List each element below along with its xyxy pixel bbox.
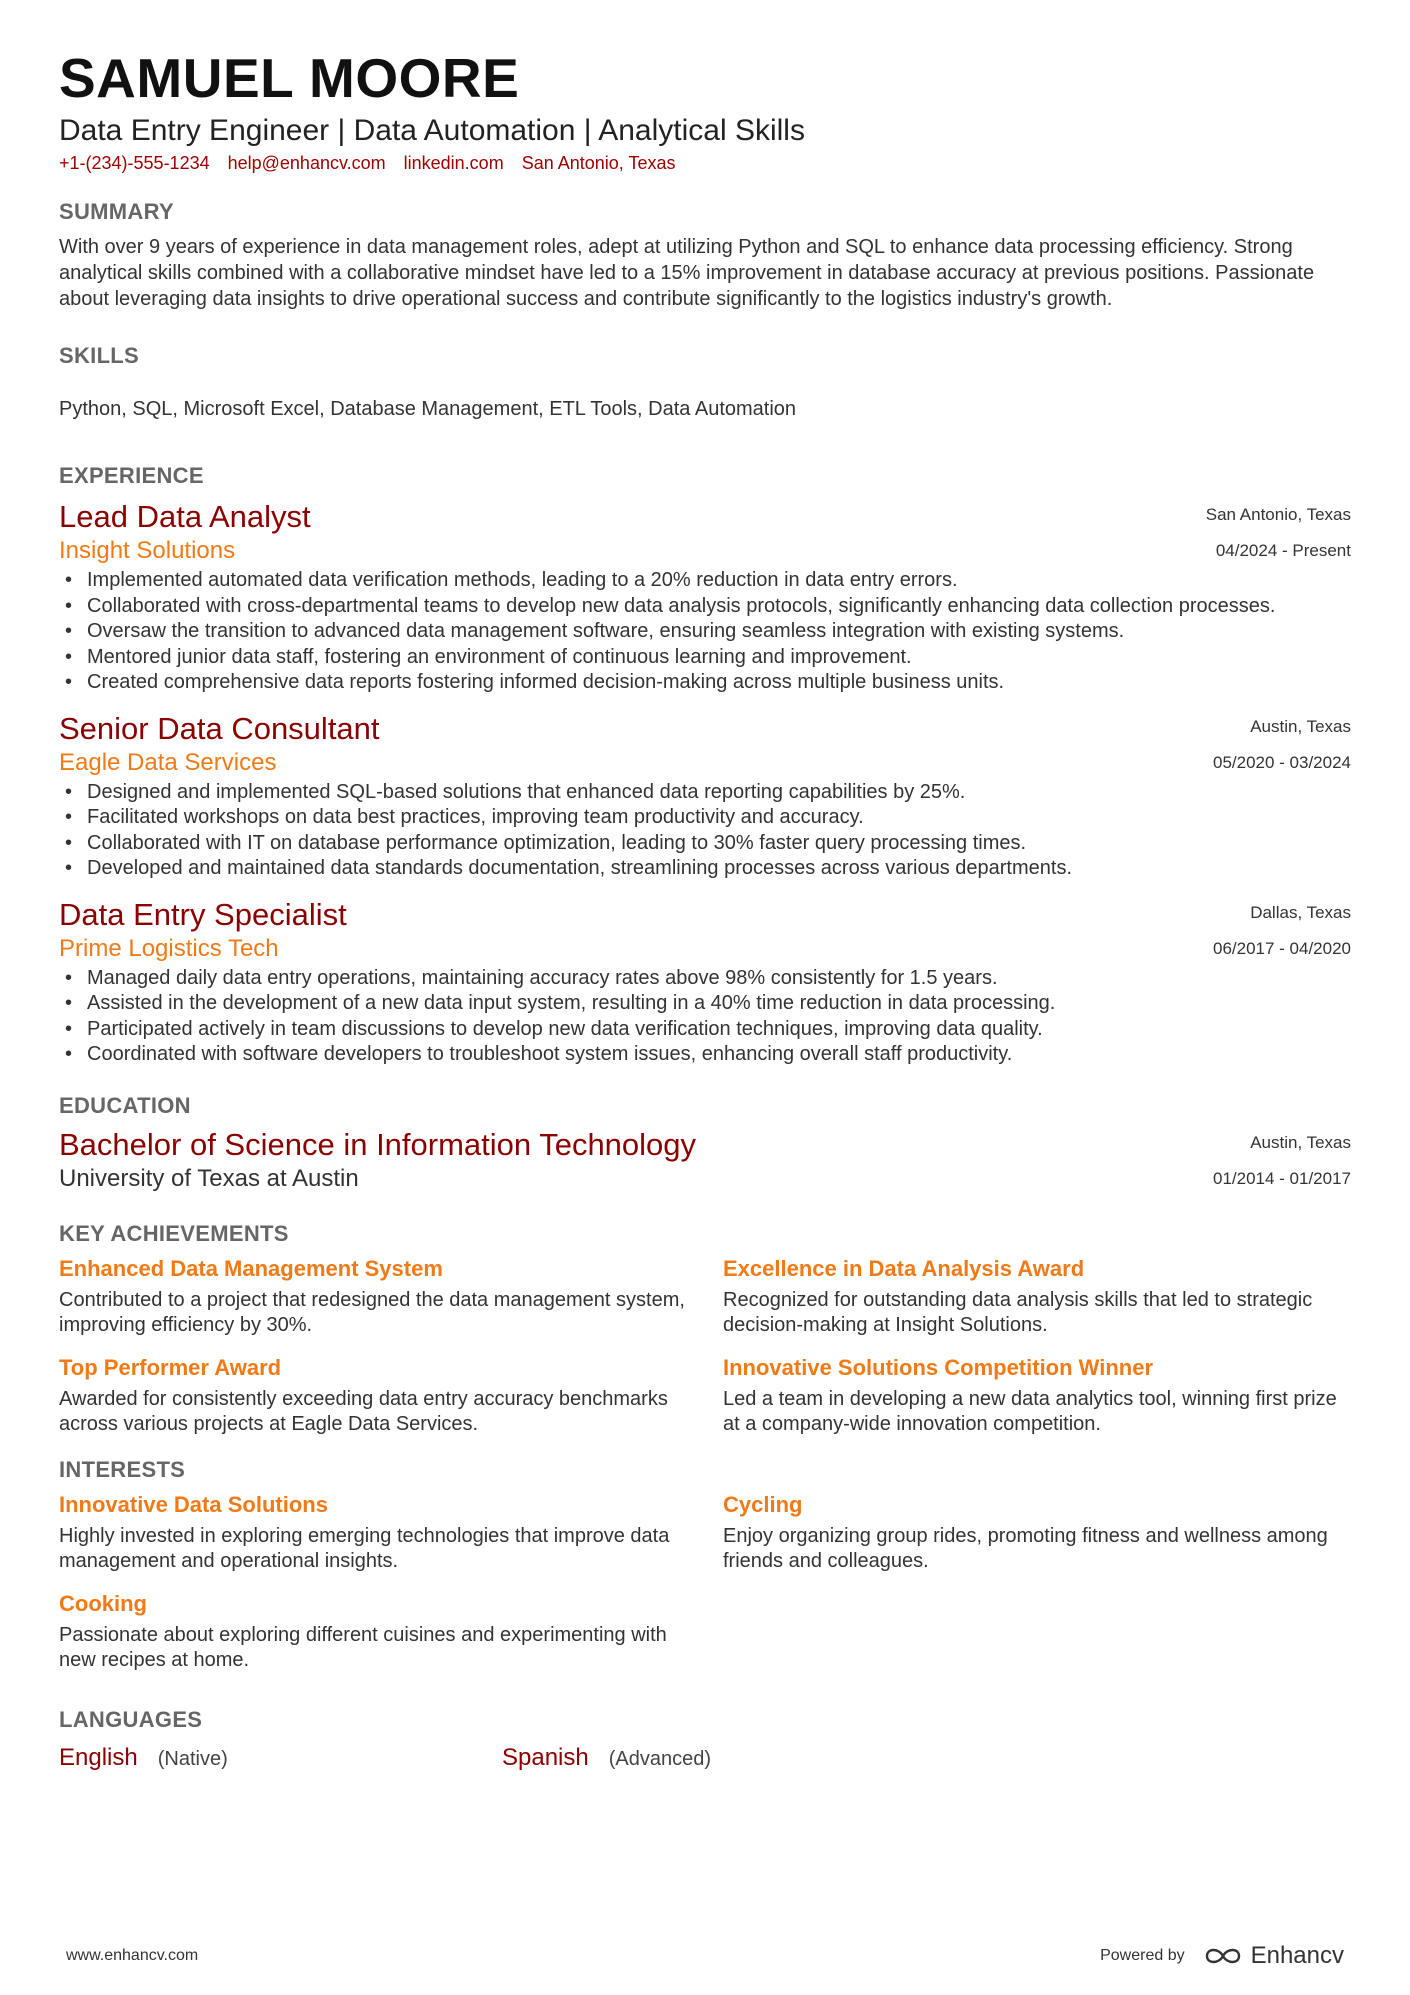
job-bullets [59,568,1351,696]
interest-item [59,1490,687,1575]
job-company: Insight Solutions [59,537,236,564]
powered-by-label: Powered by [1100,1947,1185,1964]
achievement-desc: Contributed to a project that redesigned the data management system, improving efficiency by 30%. [59,1288,685,1336]
interest-desc: Enjoy organizing group rides, promoting fitness and wellness among friends and colleagues. [723,1524,1328,1572]
interest-title: Cooking [59,1590,147,1616]
language-level: (Native) [157,1747,228,1770]
footer-url[interactable]: www.enhancv.com [66,1947,199,1964]
job-bullet: • Managed daily data entry operations, maintaining accuracy rates above 98% consistently for 1.5 years. [59,966,1351,992]
job-bullet: • Oversaw the transition to advanced data management software, ensuring seamless integration with existing systems. [59,619,1351,645]
achievements-section [59,1220,1351,1452]
contact-location: San Antonio, Texas [521,153,676,173]
language-name: English [59,1743,138,1771]
section-title-education: EDUCATION [59,1092,191,1118]
interest-item [59,1589,687,1674]
education-section [59,1092,1351,1194]
contact-info [59,150,1351,176]
job-title: Lead Data Analyst [59,499,311,534]
job-location: Austin, Texas [1250,716,1351,736]
interest-title: Innovative Data Solutions [59,1491,328,1517]
candidate-tagline: Data Entry Engineer | Data Automation | Analytical Skills [59,114,805,147]
job-company: Eagle Data Services [59,748,277,776]
job-bullet: • Collaborated with cross-departmental teams to develop new data analysis protocols, significantly enhancing data collection processes. [59,594,1351,620]
brand-name: Enhancv [1250,1942,1344,1969]
interest-title: Cycling [723,1491,803,1517]
job-entry [59,710,1351,882]
achievement-title: Excellence in Data Analysis Award [723,1255,1085,1281]
job-bullet: • Developed and maintained data standards documentation, streamlining processes across various departments. [59,856,1351,882]
achievement-desc: Awarded for consistently exceeding data entry accuracy benchmarks across various projects at Eagle Data Services. [59,1387,668,1435]
summary-section [59,198,1351,312]
job-title: Senior Data Consultant [59,710,380,746]
infinity-logo-icon [1201,1944,1245,1968]
achievement-item [723,1254,1351,1339]
education-degree: Bachelor of Science in Information Technology [59,1126,697,1162]
job-title: Data Entry Specialist [59,896,347,932]
job-bullets [59,966,1351,1068]
achievement-item [723,1353,1351,1438]
contact-linkedin[interactable]: linkedin.com [403,153,504,173]
resume-header [59,46,1351,176]
section-title-experience: EXPERIENCE [59,463,204,488]
job-bullet: • Designed and implemented SQL-based solutions that enhanced data reporting capabilities by 25%. [59,780,1351,806]
job-location: Dallas, Texas [1250,902,1351,922]
job-bullets [59,780,1351,882]
education-location: Austin, Texas [1250,1132,1351,1152]
achievement-title: Enhanced Data Management System [59,1255,443,1281]
job-entry [59,896,1351,1068]
contact-phone[interactable]: +1-(234)-555-1234 [59,153,210,173]
job-bullet: • Created comprehensive data reports fostering informed decision-making across multiple business units. [59,670,1351,696]
job-bullet: • Collaborated with IT on database performance optimization, leading to 30% faster query processing times. [59,831,1351,857]
skills-section [59,342,1351,422]
job-dates: 06/2017 - 04/2020 [1212,938,1351,958]
language-level: (Advanced) [608,1747,712,1770]
section-title-summary: SUMMARY [59,199,174,224]
interest-item [723,1490,1351,1575]
skills-list: Python, SQL, Microsoft Excel, Database Management, ETL Tools, Data Automation [59,398,797,420]
interest-desc: Highly invested in exploring emerging technologies that improve data management and operational insights. [59,1524,670,1572]
experience-section [59,462,1351,1068]
job-bullet: • Coordinated with software developers to troubleshoot system issues, enhancing overall staff productivity. [59,1042,1351,1068]
section-title-achievements: KEY ACHIEVEMENTS [59,1220,289,1246]
achievement-title: Top Performer Award [59,1354,282,1380]
achievement-desc: Led a team in developing a new data analytics tool, winning first prize at a company-wide innovation competition. [723,1387,1337,1435]
job-bullet: • Participated actively in team discussions to develop new data verification techniques, improving data quality. [59,1017,1351,1043]
job-entry [59,498,1351,696]
achievement-title: Innovative Solutions Competition Winner [723,1354,1154,1380]
job-location: San Antonio, Texas [1205,505,1351,524]
page-footer [66,1942,1344,1970]
language-name: Spanish [502,1743,589,1771]
job-dates: 04/2024 - Present [1215,541,1351,560]
language-item [502,1742,945,1774]
brand-logo[interactable] [1201,1942,1344,1970]
candidate-name: SAMUEL MOORE [59,47,520,109]
language-item [59,1742,502,1774]
contact-email[interactable]: help@enhancv.com [227,153,386,173]
summary-text: With over 9 years of experience in data management roles, adept at utilizing Python and SQL to enhance data processing efficiency. Strong analytical skills combined with a collaborative mindset have led to a 15% improvement in database accuracy at previous positions. Passionate about leveraging data insights to drive operational success and contribute significantly to the logistics industry's growth. [59,236,1315,310]
job-bullet: • Facilitated workshops on data best practices, improving team productivity and accuracy. [59,805,1351,831]
achievement-desc: Recognized for outstanding data analysis skills that led to strategic decision-making at Insight Solutions. [723,1288,1313,1336]
section-title-languages: LANGUAGES [59,1706,203,1732]
education-school: University of Texas at Austin [59,1164,359,1192]
section-title-interests: INTERESTS [59,1456,186,1482]
education-dates: 01/2014 - 01/2017 [1212,1168,1351,1188]
achievement-item [59,1254,687,1339]
job-bullet: • Assisted in the development of a new data input system, resulting in a 40% time reduction in data processing. [59,991,1351,1017]
job-bullet: • Implemented automated data verification methods, leading to a 20% reduction in data entry errors. [59,568,1351,594]
job-bullet: • Mentored junior data staff, fostering an environment of continuous learning and improvement. [59,645,1351,671]
section-title-skills: SKILLS [59,343,140,368]
languages-section [59,1706,1351,1774]
interests-section [59,1456,1351,1688]
job-company: Prime Logistics Tech [59,934,279,962]
interest-desc: Passionate about exploring different cuisines and experimenting with new recipes at home. [59,1623,667,1671]
achievement-item [59,1353,687,1438]
job-dates: 05/2020 - 03/2024 [1212,752,1351,772]
